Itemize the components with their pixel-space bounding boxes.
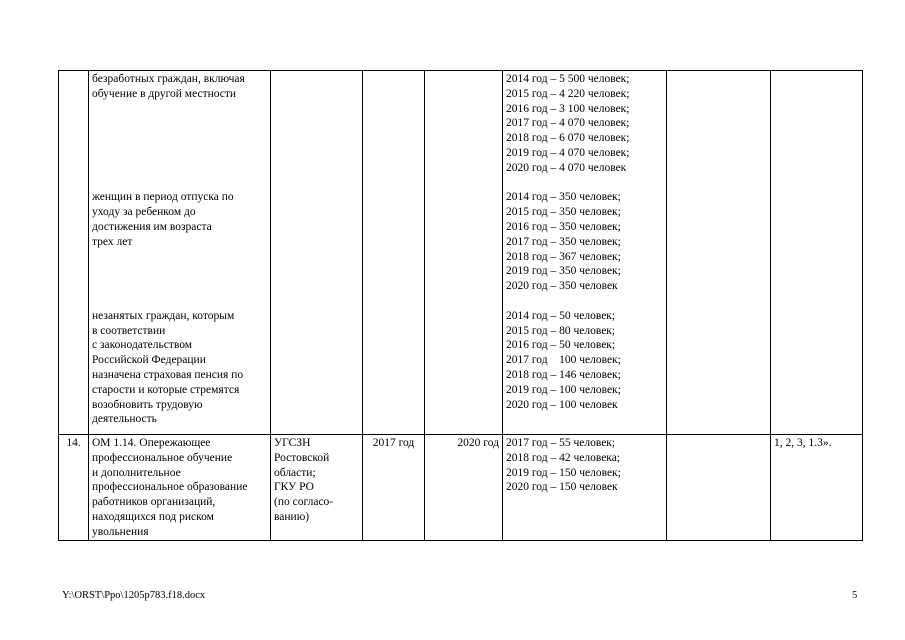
text-line: Российской Федерации	[92, 354, 206, 367]
year-value: 2017 год – 350 человек;	[506, 235, 621, 248]
footer-file-path: Y:\ORST\Ppo\1205p783.f18.docx	[62, 590, 206, 601]
year-value: 2015 год – 350 человек;	[506, 206, 621, 219]
year-value: 2017 год – 55 человек;	[506, 437, 616, 449]
year-value: 2020 год – 100 человек	[506, 398, 618, 411]
text-line: возобновить трудовую	[92, 398, 203, 411]
text-line: деятельность	[92, 413, 157, 426]
text-line: в соответствии	[92, 324, 166, 337]
year-value: 2014 год – 350 человек;	[506, 191, 621, 204]
cell-results	[503, 71, 667, 435]
year-value: 2016 год – 3 100 человек;	[506, 102, 630, 115]
year-value: 2019 год – 350 человек;	[506, 265, 621, 278]
text-line: безработных граждан, включая	[92, 73, 245, 85]
text-line: Ростовской	[274, 451, 330, 464]
text-line: находящихся под риском	[92, 510, 214, 523]
cell-title	[89, 71, 271, 435]
cell-start	[363, 71, 425, 435]
year-value: 2018 год – 367 человек;	[506, 250, 621, 263]
text-line: обучение в другой местности	[92, 87, 237, 100]
year-value: 2018 год – 42 человека;	[506, 451, 621, 464]
year-value: 2016 год – 50 человек;	[506, 339, 616, 352]
year-value: 2018 год – 146 человек;	[506, 368, 621, 381]
page-number: 5	[852, 590, 858, 601]
text-line: старости и которые стремятся	[92, 383, 240, 396]
cell-number: 14.	[59, 435, 89, 541]
cell-links	[771, 71, 863, 435]
text-line: достижения им возраста	[92, 220, 212, 233]
cell-start: 2017 год	[363, 435, 425, 541]
cell-executor	[271, 71, 363, 435]
text-line: назначена страховая пенсия по	[92, 368, 244, 381]
cell-end	[425, 71, 503, 435]
year-value: 2019 год – 100 человек;	[506, 383, 621, 396]
year-value: 2017 год 100 человек;	[506, 354, 621, 367]
text-line: УГСЗН	[274, 437, 311, 449]
year-value: 2020 год – 4 070 человек	[506, 161, 627, 174]
text-line: ГКУ РО	[274, 481, 314, 494]
text-line: профессиональное обучение	[92, 451, 233, 464]
program-table	[58, 70, 863, 541]
year-value: 2016 год – 350 человек;	[506, 220, 621, 233]
text-line: с законодательством	[92, 339, 193, 352]
cell-end: 2020 год	[425, 435, 503, 541]
text-line: уходу за ребенком до	[92, 206, 196, 219]
table-row-14	[59, 435, 863, 541]
year-value: 2020 год – 350 человек	[506, 280, 618, 293]
year-value: 2017 год – 4 070 человек;	[506, 117, 630, 130]
year-value: 2020 год – 150 человек	[506, 481, 618, 494]
year-value: 2015 год – 80 человек;	[506, 324, 616, 337]
year-value: 2014 год – 50 человек;	[506, 309, 616, 322]
text-line: и дополнительное	[92, 466, 181, 479]
cell-executor	[271, 435, 363, 541]
year-value: 2018 год – 6 070 человек;	[506, 132, 630, 145]
text-line: работников организаций,	[92, 496, 216, 509]
text-line: трех лет	[92, 235, 133, 248]
text-line: незанятых граждан, которым	[92, 309, 235, 322]
text-line: увольнения	[92, 525, 149, 538]
text-line: ОМ 1.14. Опережающее	[92, 437, 211, 449]
table-row-continuation	[59, 71, 863, 435]
text-line: (по согласо-	[274, 496, 334, 509]
year-value: 2015 год – 4 220 человек;	[506, 87, 630, 100]
cell-links: 1, 2, 3, 1.3».	[771, 435, 863, 541]
text-line: ванию)	[274, 510, 310, 523]
cell-number	[59, 71, 89, 435]
cell-empty	[667, 71, 771, 435]
text-line: женщин в период отпуска по	[92, 191, 234, 204]
text-line: области;	[274, 466, 316, 479]
year-value: 2019 год – 150 человек;	[506, 466, 621, 479]
cell-title	[89, 435, 271, 541]
cell-empty	[667, 435, 771, 541]
text-line: профессиональное образование	[92, 481, 248, 494]
cell-results	[503, 435, 667, 541]
year-value: 2014 год – 5 500 человек;	[506, 73, 630, 85]
year-value: 2019 год – 4 070 человек;	[506, 146, 630, 159]
